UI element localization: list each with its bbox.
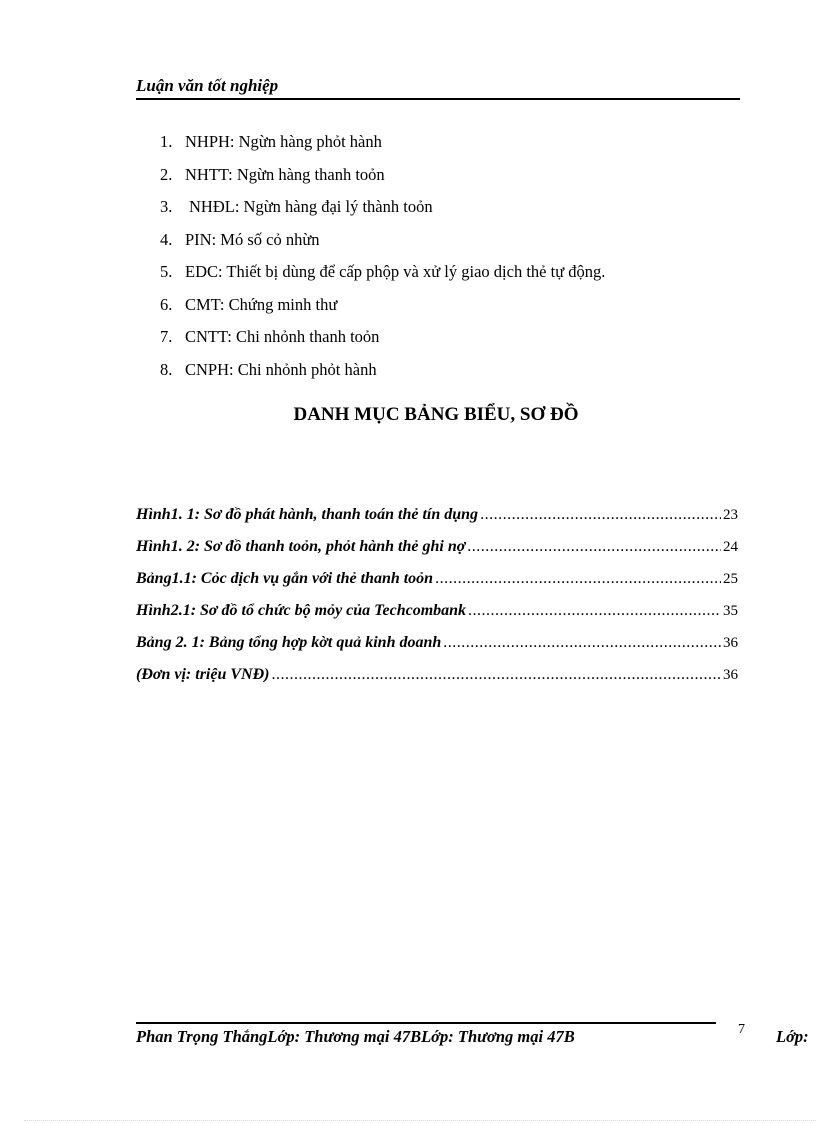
page-number: 7 — [738, 1022, 745, 1037]
toc-page-number: 36 — [723, 635, 738, 651]
list-text: EDC: Thiết bị dùng để cấp phộp và xử lý giao dịch thẻ tự động. — [185, 262, 606, 281]
toc-label: Bảng 2. 1: Bảng tổng hợp kờt quả kinh doanh — [136, 634, 442, 651]
toc-page-number: 23 — [723, 507, 738, 523]
header-rule — [136, 98, 740, 100]
header-title: Luận văn tốt nghiệp — [136, 76, 279, 95]
list-number: 7. — [160, 327, 173, 346]
toc-label: Bảng1.1: Cỏc dịch vụ gắn với thẻ thanh toỏn — [136, 570, 434, 587]
list-number: 8. — [160, 359, 173, 379]
list-number: 1. — [160, 132, 173, 151]
toc-entry[interactable] — [136, 570, 738, 602]
toc-leader-dots — [435, 570, 721, 588]
list-text: NHĐL: Ngừn hàng đại lý thành toỏn — [189, 197, 433, 216]
list-text: PIN: Mó số cỏ nhừn — [185, 229, 320, 249]
toc-entry[interactable] — [136, 602, 738, 634]
page-bottom-edge — [24, 1120, 816, 1121]
footer-class-label: Lớp: — [776, 1027, 809, 1046]
toc-entry[interactable] — [136, 506, 738, 538]
toc-entry[interactable] — [136, 666, 738, 698]
toc-leader-dots — [480, 506, 721, 524]
toc-page-number: 35 — [723, 603, 738, 619]
footer-author-class: Phan Trọng ThắngLớp: Thương mại 47BLớp: Thương mại 47B — [136, 1027, 575, 1046]
toc-leader-dots — [468, 602, 721, 620]
toc-page-number: 36 — [723, 667, 738, 683]
list-number: 4. — [160, 229, 173, 249]
list-number: 2. — [160, 164, 173, 184]
list-text: CNPH: Chi nhỏnh phỏt hành — [185, 359, 377, 379]
list-text: NHTT: Ngừn hàng thanh toỏn — [185, 164, 385, 184]
table-of-contents — [136, 506, 738, 698]
toc-label: (Đơn vị: triệu VNĐ) — [136, 666, 270, 683]
toc-label: Hình1. 2: Sơ đồ thanh toỏn, phỏt hành thẻ ghi nợ — [136, 538, 466, 555]
list-number: 6. — [160, 294, 173, 314]
list-text: NHPH: Ngừn hàng phỏt hành — [185, 132, 382, 151]
list-text: CMT: Chứng minh thư — [185, 294, 338, 314]
toc-leader-dots — [271, 666, 721, 684]
toc-leader-dots — [443, 634, 721, 652]
footer-rule — [136, 1022, 716, 1024]
toc-page-number: 24 — [723, 539, 738, 555]
section-title: DANH MỤC BẢNG BIỂU, SƠ ĐỒ — [293, 404, 579, 425]
list-number: 5. — [160, 262, 173, 281]
toc-entry[interactable] — [136, 538, 738, 570]
list-number: 3. — [160, 197, 173, 216]
toc-page-number: 25 — [723, 571, 738, 587]
toc-leader-dots — [467, 538, 721, 556]
toc-label: Hình2.1: Sơ đồ tổ chức bộ mỏy của Techcombank — [136, 602, 467, 619]
list-text: CNTT: Chi nhỏnh thanh toỏn — [185, 327, 380, 346]
toc-label: Hình1. 1: Sơ đồ phát hành, thanh toán thẻ tín dụng — [136, 506, 479, 523]
toc-entry[interactable] — [136, 634, 738, 666]
